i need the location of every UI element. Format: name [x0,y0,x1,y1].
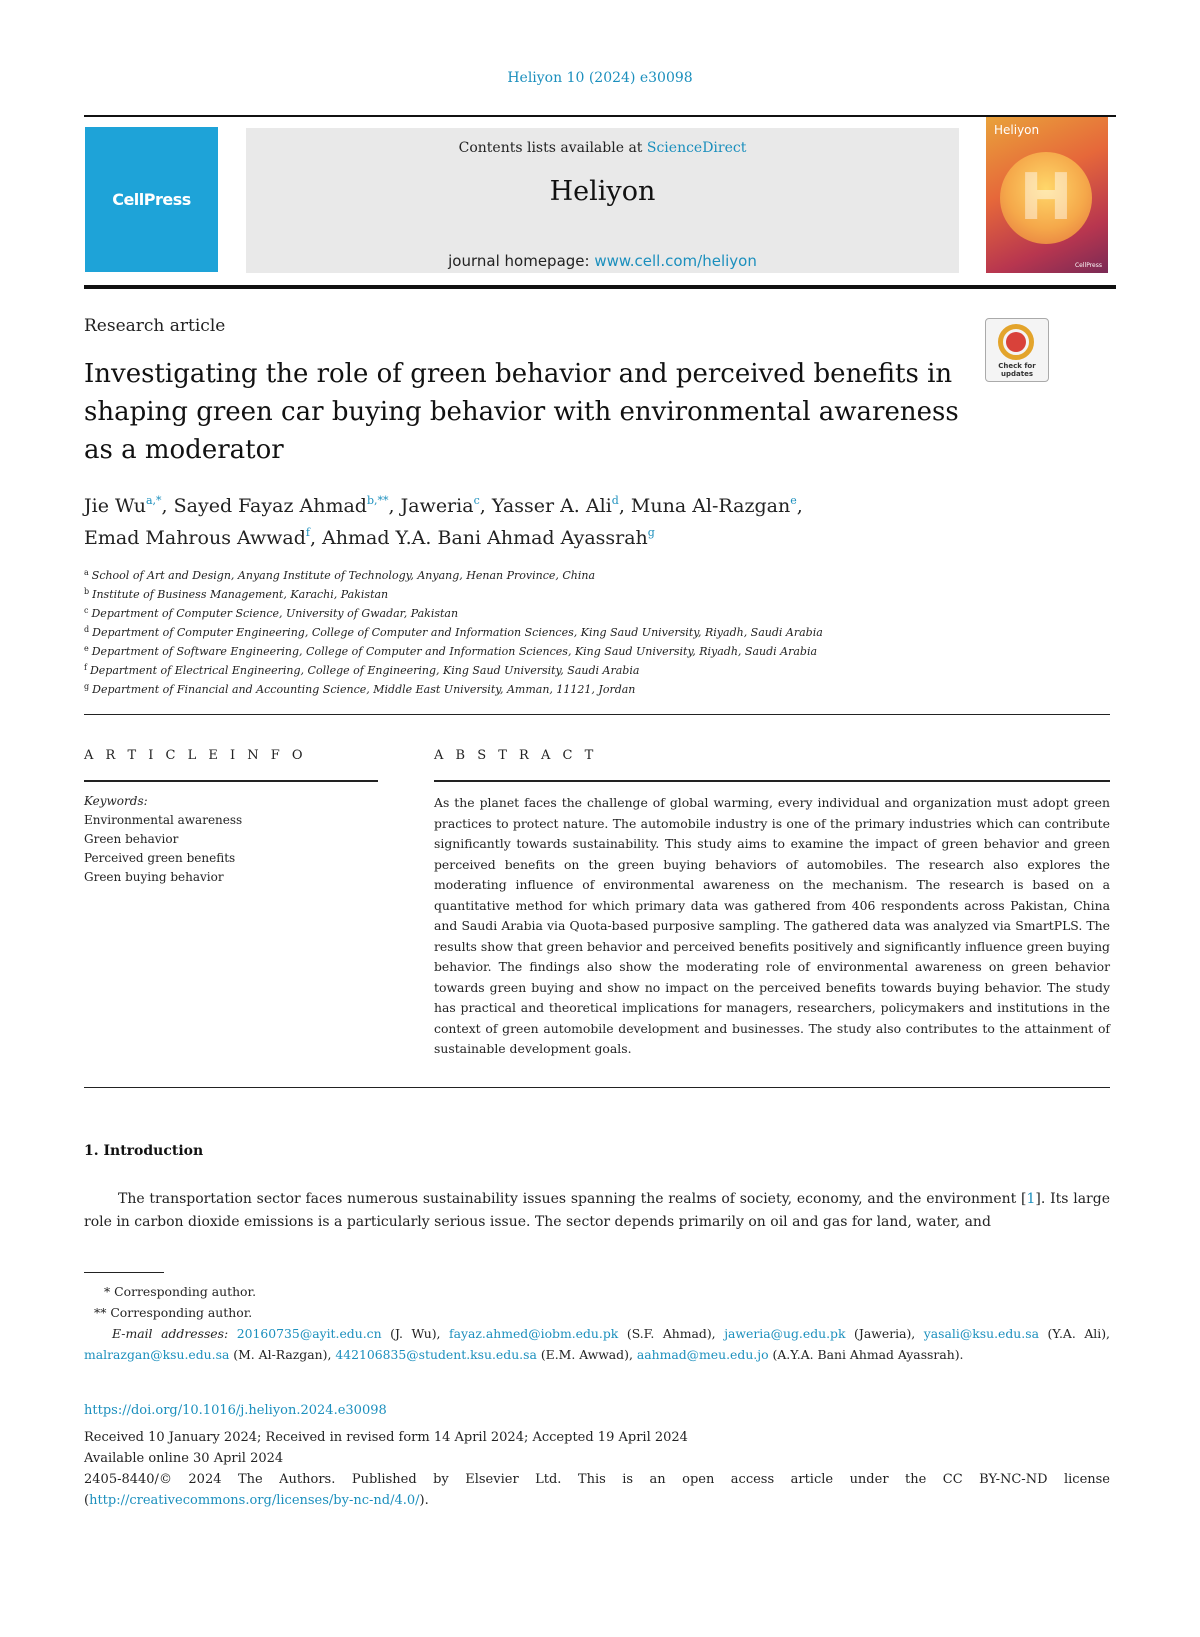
check-updates-icon-center [1006,332,1026,352]
author-affiliation-marker[interactable]: c [473,494,480,507]
affiliation-item [84,566,984,585]
author-affiliation-marker[interactable]: g [647,526,655,539]
article-info-rule [84,780,378,782]
footnote-rule [84,1272,164,1273]
email-link[interactable]: fayaz.ahmed@iobm.edu.pk [449,1326,619,1341]
introduction-text [84,1188,1110,1234]
email-owner: (J. Wu), [381,1326,450,1341]
email-list [84,1326,1110,1362]
affiliation-item [84,604,984,623]
email-link[interactable]: aahmad@meu.edu.jo [636,1347,769,1362]
author-name[interactable]: Sayed Fayaz Ahmad [173,495,367,517]
email-link[interactable]: yasali@ksu.edu.sa [923,1326,1039,1341]
article-type: Research article [84,316,226,336]
footnotes [84,1281,1110,1365]
cover-h-glyph: H [1019,161,1073,235]
license-prefix: 2405-8440/© 2024 The Authors. Published by Elsevier Ltd. This is an open access article under the CC BY-NC-ND license ( [84,1472,1110,1508]
journal-citation[interactable]: Heliyon 10 (2024) e30098 [507,70,693,86]
received-dates: Received 10 January 2024; Received in revised form 14 April 2024; Accepted 19 April 2024 [84,1430,688,1445]
email-link[interactable]: 20160735@ayit.edu.cn [236,1326,382,1341]
affiliation-text: Department of Software Engineering, College of Computer and Information Sciences, King Saud University, Riyadh, Saudi Arabia [91,645,818,658]
author-name[interactable]: Jaweria [400,495,474,517]
reference-link[interactable]: 1 [1026,1191,1036,1207]
author-name[interactable]: Muna Al-Razgan [630,495,791,517]
email-label: E-mail addresses: [112,1326,229,1341]
abstract-rule [434,780,1110,782]
homepage-prefix: journal homepage: [448,252,595,270]
author-separator: , [161,495,174,517]
affiliation-divider [84,714,1110,715]
affiliation-text: Department of Electrical Engineering, College of Engineering, King Saud University, Saudi Arabia [89,664,640,677]
affiliation-item [84,680,984,699]
cover-publisher: CellPress [1074,262,1102,269]
author-affiliation-marker[interactable]: b,** [366,494,389,507]
affiliation-key: a [84,568,89,577]
affiliation-item [84,585,984,604]
abstract-text: As the planet faces the challenge of global warming, every individual and organization must adopt green practices to protect nature. The automobile industry is one of the primary industries which can contribute significantly towards sustainability. This study aims to examine the impact of green behavior and green perceived benefits on the green buying behaviors of automobiles. The research also explores the moderating influence of environmental awareness on the mechanism. The research is based on a quantitative method for which primary data was gathered from 406 respondents across Pakistan, China and Saudi Arabia via Quota-based purposive sampling. The gathered data was analyzed via SmartPLS. The results show that green behavior and perceived benefits positively and significantly influence green buying behavior. The findings also show the moderating role of environmental awareness on green behavior towards green buying and show no impact on the perceived benefits towards buying behavior. The study has practical and theoretical implications for managers, researchers, policymakers and institutions in the context of green automobile development and businesses. The study also contributes to the attainment of sustainable development goals. [434,795,1110,1056]
intro-text-part2: ]. Its large role in carbon dioxide emissions is a particularly serious issue. The sector depends primarily on oil and gas for land, water, and [84,1191,1110,1230]
author-name[interactable]: Jie Wu [84,495,146,517]
affiliation-key: d [84,625,90,634]
corresponding-author-2: ** Corresponding author. [94,1305,253,1320]
affiliation-key: f [84,663,87,672]
header-top-rule [84,115,1116,117]
author-affiliation-marker[interactable]: f [305,526,310,539]
email-owner: (S.F. Ahmad), [618,1326,725,1341]
affiliation-text: Institute of Business Management, Karachi, Pakistan [92,588,389,601]
cover-title: Heliyon [994,123,1040,137]
affiliation-item [84,642,984,661]
affiliation-text: Department of Computer Science, University of Gwadar, Pakistan [91,607,459,620]
author-name[interactable]: Yasser A. Ali [491,495,612,517]
journal-header-box [246,128,959,273]
contents-prefix: Contents lists available at [458,140,647,156]
affiliation-text: Department of Financial and Accounting Science, Middle East University, Amman, 11121, Jordan [92,683,636,696]
email-owner: (E.M. Awwad), [536,1347,637,1362]
keyword-item: Green behavior [84,832,179,846]
license-statement [84,1469,1110,1511]
email-owner: (M. Al-Razgan), [229,1347,336,1362]
author-name[interactable]: Ahmad Y.A. Bani Ahmad Ayassrah [322,527,648,549]
cover-logo-circle [1000,152,1092,244]
introduction-heading: 1. Introduction [84,1143,204,1159]
email-owner: (A.Y.A. Bani Ahmad Ayassrah). [768,1347,964,1362]
check-for-updates-badge[interactable] [985,318,1049,382]
journal-name: Heliyon [549,176,656,207]
affiliation-key: c [84,606,89,615]
check-updates-label: Check for updates [998,362,1036,378]
header-bottom-rule [84,285,1116,289]
email-link[interactable]: malrazgan@ksu.edu.sa [84,1347,230,1362]
author-separator: , [618,495,631,517]
author-affiliation-marker[interactable]: e [790,494,797,507]
affiliation-key: b [84,587,90,596]
abstract-bottom-rule [84,1087,1110,1088]
email-link[interactable]: jaweria@ug.edu.pk [724,1326,846,1341]
journal-homepage-line [246,252,959,270]
cellpress-logo-text: CellPress [112,190,191,209]
author-affiliation-marker[interactable]: a,* [145,494,162,507]
email-link[interactable]: 442106835@student.ksu.edu.sa [335,1347,537,1362]
sciencedirect-link[interactable]: ScienceDirect [646,140,747,156]
license-link[interactable]: http://creativecommons.org/licenses/by-nc-nd/4.0/ [89,1493,420,1508]
publication-history [84,1427,1110,1511]
doi-link[interactable]: https://doi.org/10.1016/j.heliyon.2024.e30098 [84,1403,387,1418]
author-name[interactable]: Emad Mahrous Awwad [84,527,306,549]
journal-cover-image [986,117,1108,273]
email-owner: (Y.A. Ali), [1038,1326,1110,1341]
intro-text-part1: The transportation sector faces numerous sustainability issues spanning the realms of society, economy, and the environment [ [118,1191,1027,1207]
contents-line [246,140,959,156]
author-separator: , [388,495,401,517]
author-separator: , [479,495,492,517]
corresponding-author-1: * Corresponding author. [104,1284,257,1299]
affiliation-key: g [84,682,90,691]
affiliation-text: School of Art and Design, Anyang Institute of Technology, Anyang, Henan Province, China [91,569,596,582]
author-list [84,490,984,554]
affiliation-item [84,661,984,680]
author-separator: , [309,527,323,549]
author-affiliation-marker[interactable]: d [611,494,619,507]
journal-homepage-link[interactable]: www.cell.com/heliyon [594,252,757,270]
keyword-item: Perceived green benefits [84,851,236,865]
affiliation-item [84,623,984,642]
affiliation-key: e [84,644,89,653]
keywords-label: Keywords: [84,794,148,808]
available-online: Available online 30 April 2024 [84,1451,284,1466]
email-addresses [84,1323,1110,1365]
abstract-heading: A B S T R A C T [434,748,598,763]
keywords-block [84,792,384,887]
email-owner: (Jaweria), [845,1326,924,1341]
article-title: Investigating the role of green behavior and perceived benefits in shaping green car buying behavior with environmental awareness as a moderator [84,359,959,465]
cellpress-logo [85,127,218,272]
author-separator: , [796,495,803,517]
keyword-item: Environmental awareness [84,813,243,827]
affiliation-text: Department of Computer Engineering, College of Computer and Information Sciences, King Saud University, Riyadh, Saudi Arabia [92,626,823,639]
license-suffix: ). [419,1493,429,1508]
keyword-item: Green buying behavior [84,870,224,884]
affiliation-list [84,566,984,699]
article-info-heading: A R T I C L E I N F O [84,748,307,763]
